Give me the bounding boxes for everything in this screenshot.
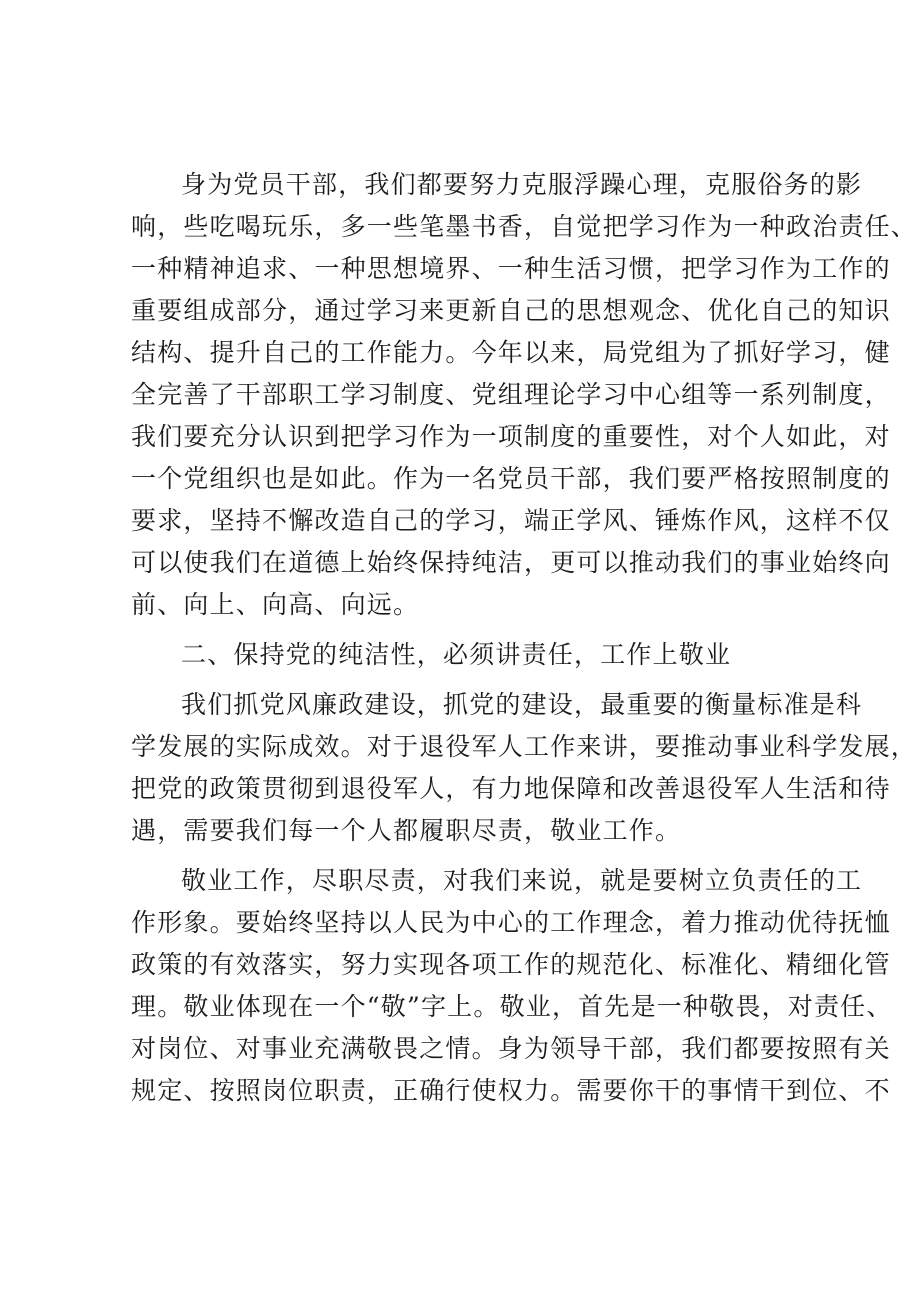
paragraph-3-line-3: 政策的有效落实，努力实现各项工作的规范化、标准化、精细化管 <box>131 950 891 979</box>
paragraph-2-line-4: 遇，需要我们每一个人都履职尽责，敬业工作。 <box>131 816 682 845</box>
paragraph-1-line-5: 结构、提升自己的工作能力。今年以来，局党组为了抓好学习，健 <box>131 338 891 367</box>
paragraph-1-line-6: 全完善了干部职工学习制度、党组理论学习中心组等一系列制度， <box>131 380 891 409</box>
paragraph-1-line-3: 一种精神追求、一种思想境界、一种生活习惯，把学习作为工作的 <box>131 254 891 283</box>
paragraph-1-line-10: 可以使我们在道德上始终保持纯洁，更可以推动我们的事业始终向 <box>131 548 891 577</box>
paragraph-3-line-4: 理。敬业体现在一个“敬”字上。敬业，首先是一种敬畏，对责任、 <box>131 992 893 1021</box>
section-heading: 二、保持党的纯洁性，必须讲责任，工作上敬业 <box>181 640 732 669</box>
paragraph-1-line-7: 我们要充分认识到把学习作为一项制度的重要性，对个人如此，对 <box>131 422 891 451</box>
paragraph-3-line-1: 敬业工作，尽职尽责，对我们来说，就是要树立负责任的工 <box>181 866 863 895</box>
paragraph-3-line-5: 对岗位、对事业充满敬畏之情。身为领导干部，我们都要按照有关 <box>131 1034 891 1063</box>
paragraph-1-line-1: 身为党员干部，我们都要努力克服浮躁心理，克服俗务的影 <box>181 170 863 199</box>
paragraph-2-line-2: 学发展的实际成效。对于退役军人工作来讲，要推动事业科学发展， <box>131 732 918 761</box>
paragraph-2-line-1: 我们抓党风廉政建设，抓党的建设，最重要的衡量标准是科 <box>181 690 863 719</box>
paragraph-1-line-8: 一个党组织也是如此。作为一名党员干部，我们要严格按照制度的 <box>131 464 891 493</box>
paragraph-1-line-2: 响，些吃喝玩乐，多一些笔墨书香，自觉把学习作为一种政治责任、 <box>131 212 918 241</box>
paragraph-1-line-4: 重要组成部分，通过学习来更新自己的思想观念、优化自己的知识 <box>131 296 891 325</box>
paragraph-1-line-11: 前、向上、向高、向远。 <box>131 590 420 619</box>
paragraph-3-line-2: 作形象。要始终坚持以人民为中心的工作理念，着力推动优待抚恤 <box>131 908 891 937</box>
paragraph-1-line-9: 要求，坚持不懈改造自己的学习，端正学风、锤炼作风，这样不仅 <box>131 506 891 535</box>
paragraph-3-line-6: 规定、按照岗位职责，正确行使权力。需要你干的事情干到位、不 <box>131 1076 891 1105</box>
paragraph-2-line-3: 把党的政策贯彻到退役军人，有力地保障和改善退役军人生活和待 <box>131 774 891 803</box>
